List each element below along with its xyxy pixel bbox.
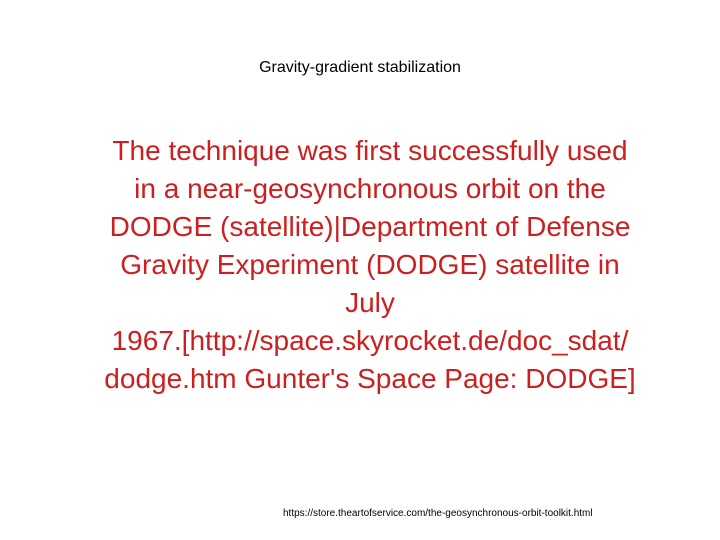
body-line: DODGE (satellite)|Department of Defense bbox=[109, 211, 631, 242]
body-line: 1967.[http://space.skyrocket.de/doc_sdat/ bbox=[111, 325, 629, 356]
footer-source-link[interactable]: https://store.theartofservice.com/the-geosynchronous-orbit-toolkit.html bbox=[283, 508, 593, 519]
slide-title: Gravity-gradient stabilization bbox=[259, 59, 461, 76]
body-line: July bbox=[345, 287, 395, 318]
body-line: Gravity Experiment (DODGE) satellite in bbox=[120, 249, 620, 280]
body-line: in a near-geosynchronous orbit on the bbox=[134, 173, 606, 204]
body-line: dodge.htm Gunter's Space Page: DODGE] bbox=[104, 363, 636, 394]
slide-body-text bbox=[60, 132, 680, 398]
body-line: The technique was first successfully used bbox=[112, 135, 628, 166]
